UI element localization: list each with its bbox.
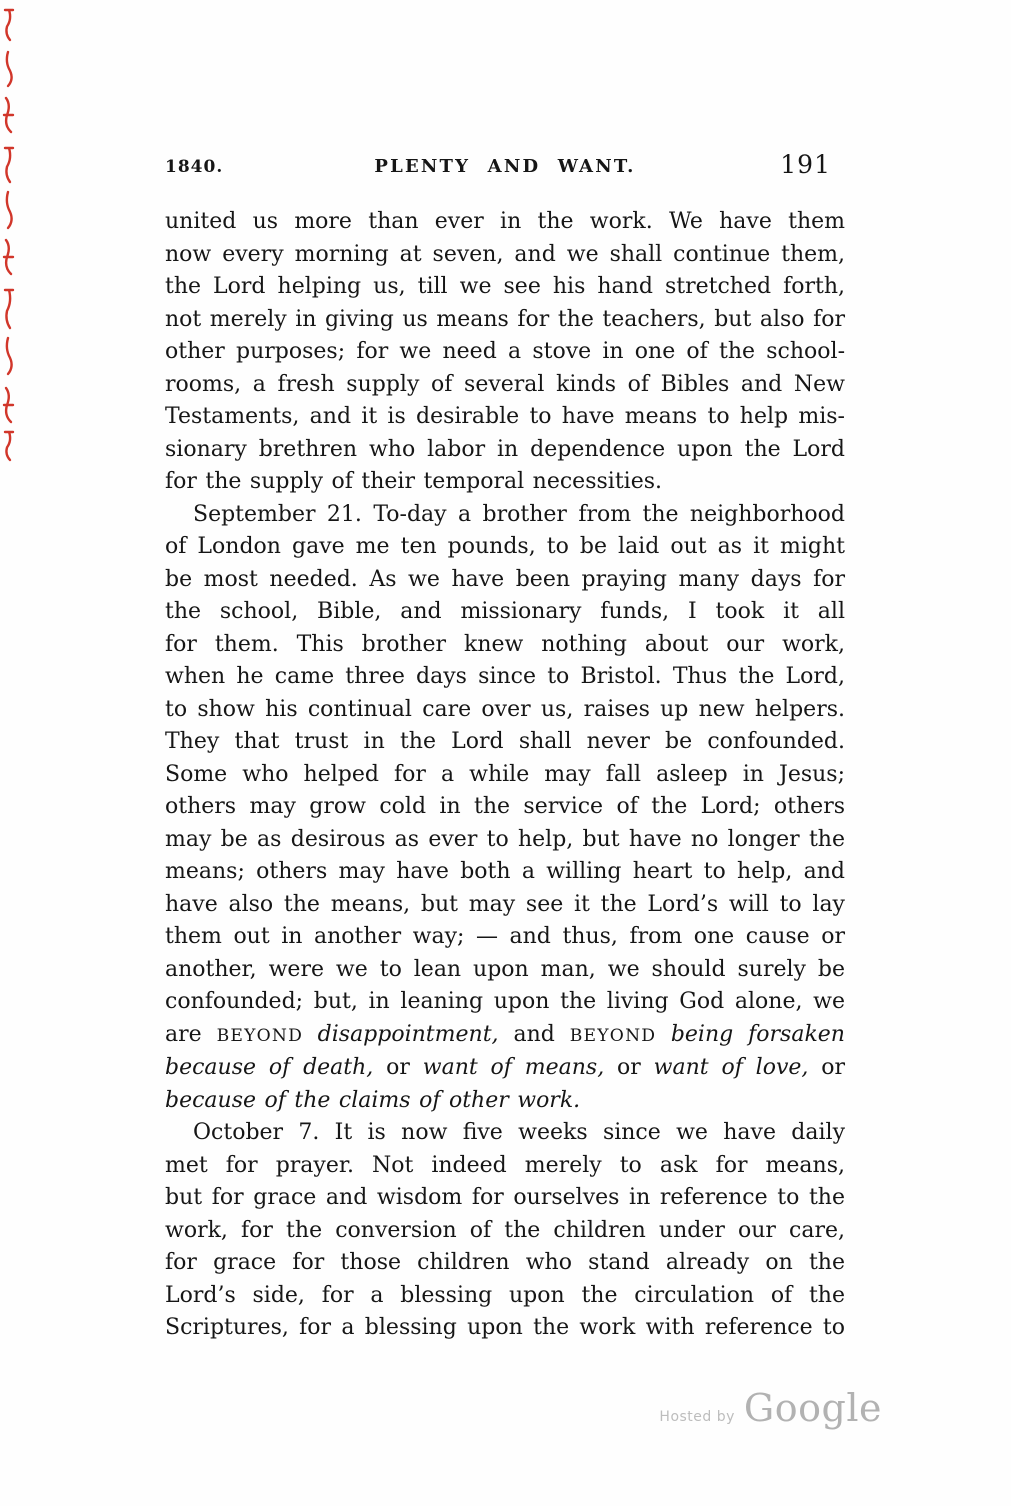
text-line: October 7. It is now five weeks since we have daily — [193, 1120, 845, 1145]
text-line: met for prayer. Not indeed merely to ask for means, — [165, 1152, 845, 1178]
text-line: now every morning at seven, and we shall continue them, — [165, 241, 845, 267]
text-line: are BEYOND disappointment, and BEYOND being forsaken — [165, 1021, 845, 1047]
margin-annotation-marks — [0, 0, 22, 470]
google-logo: Google — [743, 1386, 882, 1430]
text-line: other purposes; for we need a stove in one of the school- — [165, 339, 845, 364]
text-line: means; others may have both a willing heart to help, and — [165, 859, 845, 884]
google-watermark — [560, 1386, 882, 1430]
text-line: have also the means, but may see it the Lord’s will to lay — [165, 891, 845, 917]
header-year: 1840. — [165, 157, 224, 177]
text-line: Scriptures, for a blessing upon the work with reference to — [165, 1315, 845, 1340]
hosted-by-label: Hosted by — [659, 1409, 735, 1425]
text-line: another, were we to lean upon man, we should surely be — [165, 956, 845, 982]
text-line: for the supply of their temporal necessities. — [165, 469, 662, 494]
text-line: They that trust in the Lord shall never be confounded. — [165, 729, 845, 754]
text-line: the Lord helping us, till we see his hand stretched forth, — [165, 274, 845, 299]
text-line: to show his continual care over us, raises up new helpers. — [165, 696, 845, 722]
text-line: because of the claims of other work. — [165, 1087, 581, 1113]
header-title: PLENTY AND WANT. — [374, 156, 636, 177]
text-line: confounded; but, in leaning upon the living God alone, we — [165, 989, 845, 1014]
text-line: others may grow cold in the service of the Lord; others — [165, 794, 845, 819]
text-line: rooms, a fresh supply of several kinds of Bibles and New — [165, 371, 845, 397]
text-line: Lord’s side, for a blessing upon the circulation of the — [165, 1282, 845, 1308]
text-line: not merely in giving us means for the teachers, but also for — [165, 306, 845, 332]
text-line: Testaments, and it is desirable to have means to help mis- — [165, 404, 845, 429]
text-line: September 21. To-day a brother from the neighborhood — [193, 501, 845, 527]
text-line: because of death, or want of means, or want of love, or — [165, 1055, 846, 1080]
text-line: of London gave me ten pounds, to be laid out as it might — [165, 534, 845, 559]
text-line: them out in another way; — and thus, from one cause or — [165, 924, 845, 949]
text-line: work, for the conversion of the children under our care, — [165, 1217, 845, 1243]
text-line: Some who helped for a while may fall asleep in Jesus; — [165, 761, 845, 787]
text-line: united us more than ever in the work. We have them — [165, 209, 845, 234]
body-text — [165, 206, 845, 1345]
text-line: sionary brethren who labor in dependence upon the Lord — [165, 436, 845, 462]
text-line: when he came three days since to Bristol. Thus the Lord, — [165, 664, 845, 689]
text-line: be most needed. As we have been praying many days for — [165, 566, 845, 592]
text-line: for them. This brother knew nothing about our work, — [165, 631, 845, 657]
text-line: may be as desirous as ever to help, but have no longer the — [165, 826, 845, 852]
text-line: the school, Bible, and missionary funds, I took it all — [165, 599, 845, 624]
header-page-number: 191 — [780, 150, 831, 179]
page-header — [165, 150, 845, 180]
text-line: but for grace and wisdom for ourselves in reference to the — [165, 1185, 845, 1210]
text-line: for grace for those children who stand already on the — [165, 1250, 845, 1275]
